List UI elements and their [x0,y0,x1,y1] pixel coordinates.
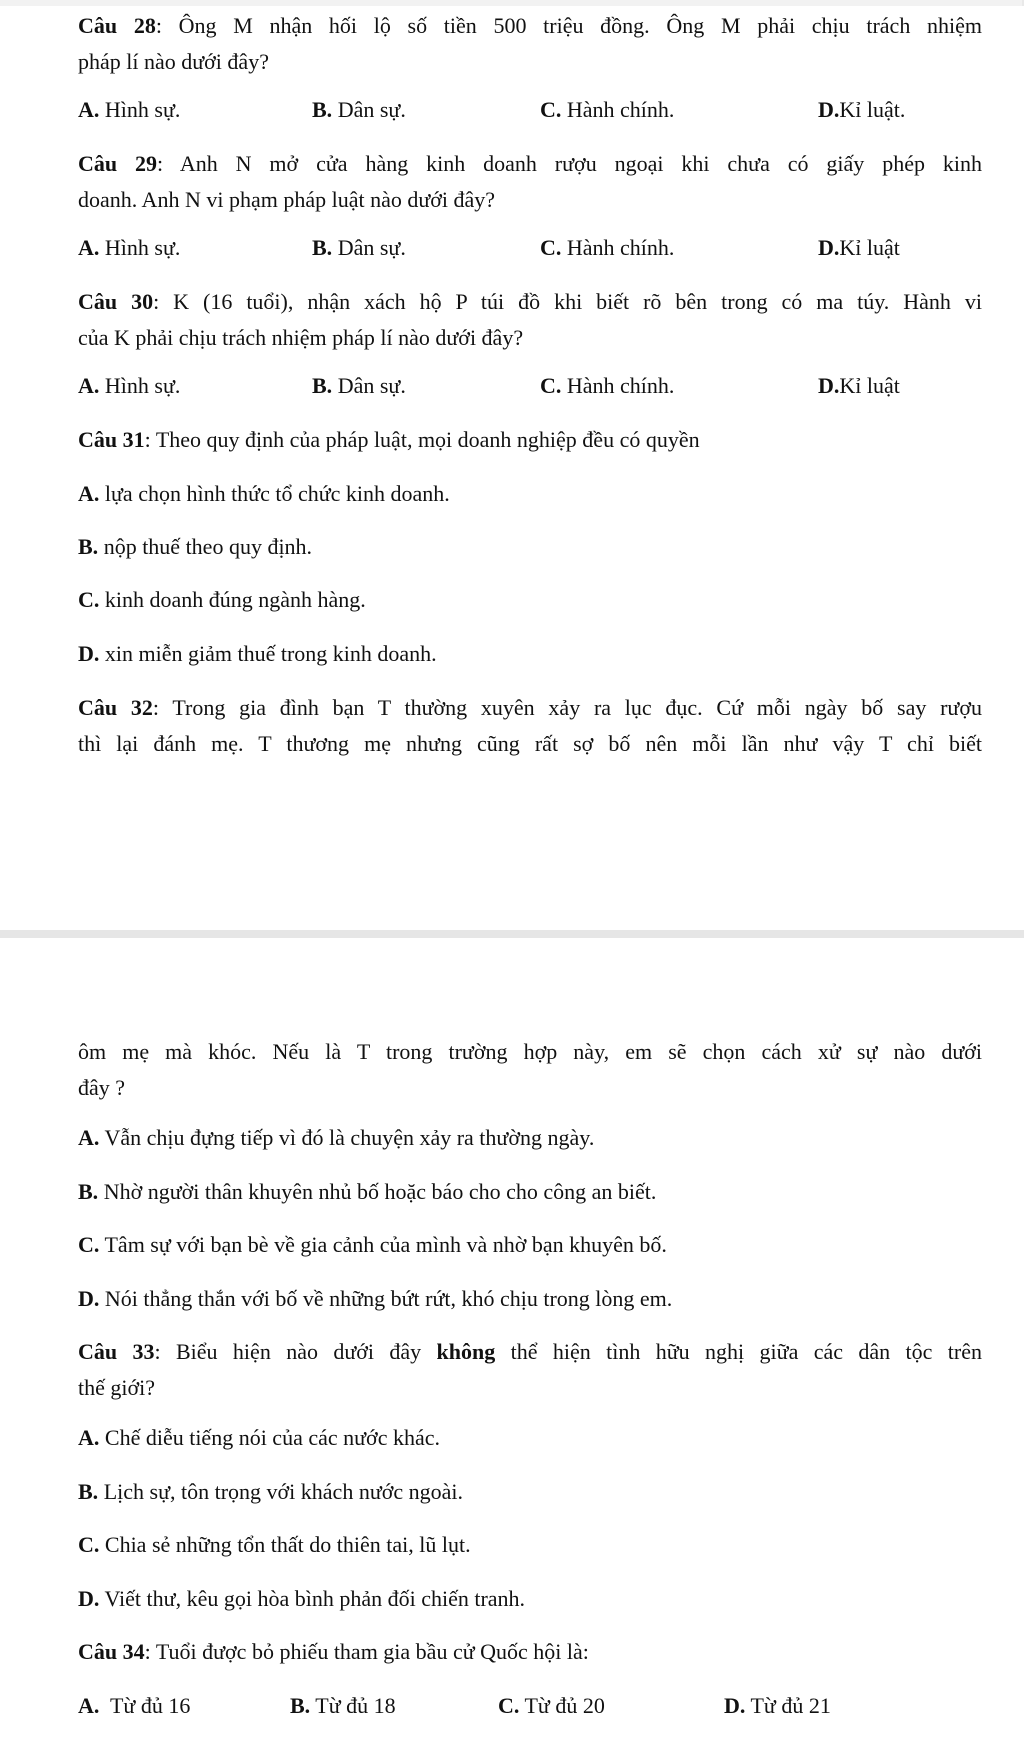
q32-line-4 [78,1074,982,1102]
q28-option-a [78,96,180,124]
q34-option-a-text: Từ đủ 16 [99,1693,191,1718]
q29-option-d [818,234,900,262]
q31-option-d-letter: D. [78,641,100,666]
q34-line-1 [78,1638,982,1666]
q32-text-3: ôm mẹ mà khóc. Nếu là T trong trường hợp này, em sẽ chọn cách xử sự nào dưới [78,1039,982,1064]
q32-option-c-text: Tâm sự với bạn bè về gia cảnh của mình và nhờ bạn khuyên bố. [99,1232,667,1257]
q32-text-1: : Trong gia đình bạn T thường xuyên xảy ra lục đục. Cứ mỗi ngày bố say rượu [152,695,982,720]
q33-option-a [78,1424,982,1452]
q28-option-c [540,96,674,124]
q28-option-b-text: Dân sự. [332,97,406,122]
q30-option-d-letter: D. [818,373,840,398]
q29-option-d-text: Kỉ luật [839,235,900,260]
q28-text-1: : Ông M nhận hối lộ số tiền 500 triệu đồng. Ông M phải chịu trách nhiệm [155,13,983,38]
q32-option-b [78,1178,982,1206]
q30-option-d [818,372,900,400]
q33-option-a-text: Chế diễu tiếng nói của các nước khác. [99,1425,440,1450]
q34-label: Câu 34 [78,1639,145,1664]
page-2 [0,938,1024,1752]
q33-option-b-text: Lịch sự, tôn trọng với khách nước ngoài. [98,1479,464,1504]
q33-option-b [78,1478,982,1506]
q33-option-d-letter: D. [78,1586,100,1611]
q30-option-a-letter: A. [78,373,100,398]
q30-line-1 [78,288,982,316]
q31-option-a-text: lựa chọn hình thức tổ chức kinh doanh. [99,481,450,506]
q33-option-b-letter: B. [78,1479,99,1504]
q30-option-b-letter: B. [312,373,333,398]
q29-label: Câu 29 [78,151,158,176]
q32-text-4: đây ? [78,1075,126,1100]
q34-text-1: : Tuổi được bỏ phiếu tham gia bầu cử Quốc hội là: [144,1639,589,1664]
page-1 [0,6,1024,930]
q28-option-b [312,96,406,124]
q33-text-2: thế giới? [78,1375,155,1400]
q31-option-d-text: xin miễn giảm thuế trong kinh doanh. [99,641,437,666]
q28-option-d-letter: D. [818,97,840,122]
q29-line-1 [78,150,982,178]
q29-option-a [78,234,180,262]
q32-option-a-letter: A. [78,1125,100,1150]
q34-option-a [78,1692,190,1720]
q28-option-c-text: Hành chính. [561,97,675,122]
q34-option-b-text: Từ đủ 18 [310,1693,396,1718]
q33-option-d [78,1585,982,1613]
q34-option-d [724,1692,831,1720]
q28-text-2: pháp lí nào dưới đây? [78,49,269,74]
q30-text-2: của K phải chịu trách nhiệm pháp lí nào dưới đây? [78,325,524,350]
q29-option-c-letter: C. [540,235,562,260]
q32-option-a-text: Vẫn chịu đựng tiếp vì đó là chuyện xảy ra thường ngày. [99,1125,595,1150]
q30-option-b [312,372,406,400]
page-break-gap [0,930,1024,938]
q33-label: Câu 33 [78,1339,155,1364]
q31-line-1 [78,426,982,454]
q29-option-d-letter: D. [818,235,840,260]
q30-option-b-text: Dân sự. [332,373,406,398]
q34-option-c [498,1692,605,1720]
q28-line-1 [78,12,982,40]
q33-line-2 [78,1374,982,1402]
q30-text-1: : K (16 tuổi), nhận xách hộ P túi đồ khi biết rõ bên trong có ma túy. Hành vi [153,289,982,314]
q32-option-d [78,1285,982,1313]
q28-line-2 [78,48,982,76]
q33-option-c-text: Chia sẻ những tổn thất do thiên tai, lũ lụt. [99,1532,471,1557]
q34-option-a-letter: A. [78,1693,100,1718]
q31-option-b-text: nộp thuế theo quy định. [98,534,313,559]
q33-option-c [78,1531,982,1559]
q30-option-a [78,372,180,400]
q31-option-d [78,640,982,668]
q30-option-c [540,372,674,400]
q32-option-c [78,1231,982,1259]
q34-option-d-text: Từ đủ 21 [745,1693,831,1718]
q32-option-b-text: Nhờ người thân khuyên nhủ bố hoặc báo cho cho công an biết. [98,1179,657,1204]
q33-option-c-letter: C. [78,1532,100,1557]
q28-option-c-letter: C. [540,97,562,122]
q31-label: Câu 31 [78,427,145,452]
q29-text-1: : Anh N mở cửa hàng kinh doanh rượu ngoại khi chưa có giấy phép kinh [157,151,982,176]
q30-option-a-text: Hình sự. [99,373,181,398]
q33-emphasis: không [436,1339,496,1364]
q30-option-c-text: Hành chính. [561,373,675,398]
q29-option-a-letter: A. [78,235,100,260]
q32-line-2 [78,730,982,758]
q29-option-b [312,234,406,262]
q32-line-1 [78,694,982,722]
q28-option-d [818,96,905,124]
q29-option-b-text: Dân sự. [332,235,406,260]
q33-text-1a: : Biểu hiện nào dưới đây [154,1339,437,1364]
q34-option-b-letter: B. [290,1693,311,1718]
q30-label: Câu 30 [78,289,154,314]
q32-option-b-letter: B. [78,1179,99,1204]
q29-line-2 [78,186,982,214]
q30-option-c-letter: C. [540,373,562,398]
q31-option-a-letter: A. [78,481,100,506]
q32-option-d-letter: D. [78,1286,100,1311]
q31-text-1: : Theo quy định của pháp luật, mọi doanh nghiệp đều có quyền [144,427,700,452]
q34-option-c-letter: C. [498,1693,520,1718]
q34-option-b [290,1692,396,1720]
q34-option-c-text: Từ đủ 20 [519,1693,605,1718]
q29-option-a-text: Hình sự. [99,235,181,260]
q28-option-b-letter: B. [312,97,333,122]
q33-option-a-letter: A. [78,1425,100,1450]
q29-option-b-letter: B. [312,235,333,260]
q31-option-a [78,480,982,508]
q32-label: Câu 32 [78,695,153,720]
q29-option-c [540,234,674,262]
q33-line-1 [78,1338,982,1366]
q34-option-d-letter: D. [724,1693,746,1718]
q31-option-b-letter: B. [78,534,99,559]
q31-option-c [78,586,982,614]
q29-text-2: doanh. Anh N vi phạm pháp luật nào dưới đây? [78,187,496,212]
q30-option-d-text: Kỉ luật [839,373,900,398]
q32-option-c-letter: C. [78,1232,100,1257]
q31-option-c-text: kinh doanh đúng ngành hàng. [99,587,366,612]
q31-option-b [78,533,982,561]
q32-option-a [78,1124,982,1152]
q32-text-2: thì lại đánh mẹ. T thương mẹ nhưng cũng rất sợ bố nên mỗi lần như vậy T chỉ biết [78,731,982,756]
q28-label: Câu 28 [78,13,156,38]
q33-option-d-text: Viết thư, kêu gọi hòa bình phản đối chiến tranh. [99,1586,526,1611]
q31-option-c-letter: C. [78,587,100,612]
q28-option-a-text: Hình sự. [99,97,181,122]
q30-line-2 [78,324,982,352]
q32-option-d-text: Nói thẳng thắn với bố về những bứt rứt, khó chịu trong lòng em. [99,1286,673,1311]
q28-option-a-letter: A. [78,97,100,122]
q28-option-d-text: Kỉ luật. [839,97,906,122]
q32-line-3 [78,1038,982,1066]
q33-text-1c: thể hiện tình hữu nghị giữa các dân tộc trên [495,1339,982,1364]
q29-option-c-text: Hành chính. [561,235,675,260]
